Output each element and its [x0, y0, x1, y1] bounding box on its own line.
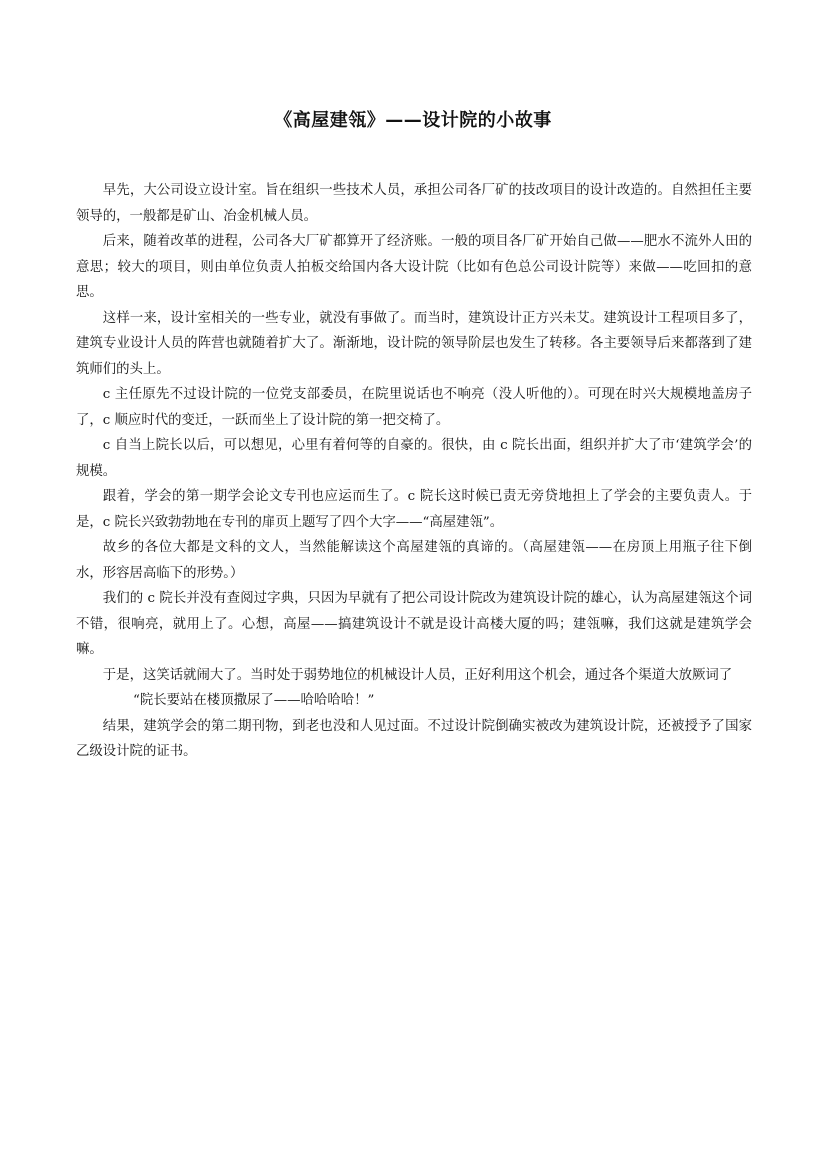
paragraph: 这样一来，设计室相关的一些专业，就没有事做了。而当时，建筑设计正方兴未艾。建筑设计工程项目多了，建筑专业设计人员的阵营也就随着扩大了。渐渐地，设计院的领导阶层也发生了转移。各主要领导后来都落到了建筑师们的头上。 [76, 310, 752, 377]
paragraph: c 主任原先不过设计院的一位党支部委员，在院里说话也不响亮（没人听他的）。可现在时兴大规模地盖房子了，c 顺应时代的变迁，一跃而坐上了设计院的第一把交椅了。 [76, 387, 752, 428]
paragraph: 故乡的各位大都是文科的文人，当然能解读这个高屋建瓴的真谛的。（高屋建瓴——在房顶上用瓶子往下倒水，形容居高临下的形势。） [76, 540, 752, 581]
paragraph: 后来，随着改革的进程，公司各大厂矿都算开了经济账。一般的项目各厂矿开始自己做——肥水不流外人田的意思；较大的项目，则由单位负责人拍板交给国内各大设计院（比如有色总公司设计院等）来做——吃回扣的意思。 [76, 234, 752, 300]
document-title: 《高屋建瓴》——设计院的小故事 [274, 110, 552, 131]
paragraph: 跟着，学会的第一期学会论文专刊也应运而生了。c 院长这时候已责无旁贷地担上了学会的主要负责人。于是，c 院长兴致勃勃地在专刊的扉页上题写了四个大字——“高屋建瓴”。 [76, 489, 752, 530]
paragraph: 于是，这笑话就闹大了。当时处于弱势地位的机械设计人员，正好利用这个机会，通过各个渠道大放厥词了 [102, 667, 733, 683]
paragraph: 早先，大公司设立设计室。旨在组织一些技术人员，承担公司各厂矿的技改项目的设计改造的。自然担任主要领导的，一般都是矿山、冶金机械人员。 [76, 183, 752, 224]
closing-paragraph: 结果，建筑学会的第二期刊物，到老也没和人见过面。不过设计院倒确实被改为建筑设计院，还被授予了国家乙级设计院的证书。 [76, 718, 752, 759]
paragraph: 我们的 c 院长并没有查阅过字典，只因为早就有了把公司设计院改为建筑设计院的雄心，认为高屋建瓴这个词不错，很响亮，就用上了。心想，高屋——搞建筑设计不就是设计高楼大厦的吗；建瓴嘛，我们这就是建筑学会嘛。 [76, 591, 752, 657]
document-body [76, 178, 752, 765]
quote-line: “院长要站在楼顶撒尿了——哈哈哈哈！” [133, 693, 375, 708]
paragraph: c 自当上院长以后，可以想见，心里有着何等的自豪的。很快，由 c 院长出面，组织并扩大了市‘建筑学会’的规模。 [76, 438, 752, 479]
